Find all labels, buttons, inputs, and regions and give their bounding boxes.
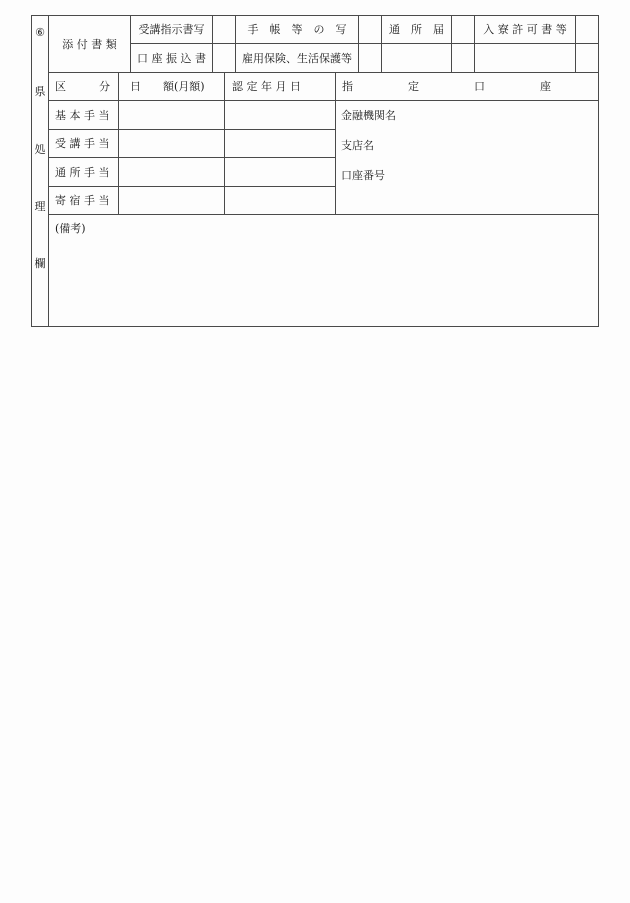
attachments-row-divider	[130, 43, 599, 44]
side-column-divider	[48, 15, 49, 327]
attach-col-line-2	[212, 15, 213, 73]
account-number-label: 口座番号	[341, 169, 385, 182]
attachment-item-dorm-permit: 入 寮 許 可 書 等	[483, 23, 567, 36]
attachment-item-insurance-welfare: 雇用保険、生活保護等	[242, 52, 352, 65]
row-basic-allowance: 基 本 手 当	[55, 109, 110, 122]
section-marker: ⑥	[35, 26, 45, 39]
form-border-right	[598, 15, 599, 327]
attach-col-line-4	[358, 15, 359, 73]
table-bottom-line	[48, 214, 599, 215]
row-boarding-allowance: 寄 宿 手 当	[55, 194, 110, 207]
form-border-top	[31, 15, 599, 16]
row-line-3	[48, 186, 335, 187]
attach-col-line-6	[451, 15, 452, 73]
table-col-line-1	[118, 72, 119, 215]
table-col-line-2	[224, 72, 225, 215]
remarks-label: (備考)	[55, 222, 86, 235]
row-line-1	[48, 129, 335, 130]
attachment-item-handbook-copy: 手 帳 等 の 写	[247, 23, 347, 36]
table-col-line-3	[335, 72, 336, 215]
side-label-char-2: 処	[34, 143, 46, 156]
row-commuting-allowance: 通 所 手 当	[55, 166, 110, 179]
branch-name-label: 支店名	[341, 139, 374, 152]
header-approval-date: 認 定 年 月 日	[232, 80, 301, 93]
attach-col-line-8	[575, 15, 576, 73]
form-border-bottom	[31, 326, 599, 327]
attachment-item-instruction-copy: 受講指示書写	[138, 23, 205, 36]
header-designated-account: 指 定 口 座	[342, 80, 551, 93]
row-line-2	[48, 157, 335, 158]
header-category: 区 分	[55, 80, 110, 93]
attachments-label: 添 付 書 類	[62, 38, 117, 51]
header-daily-amount: 日 額(月額)	[130, 80, 205, 93]
side-label-char-4: 欄	[34, 257, 46, 270]
attachment-item-bank-transfer: 口 座 振 込 書	[137, 52, 206, 65]
form-border-left	[31, 15, 32, 327]
bank-name-label: 金融機関名	[341, 109, 396, 122]
attachment-item-attendance-notice: 通 所 届	[389, 23, 444, 36]
row-training-allowance: 受 講 手 当	[55, 137, 110, 150]
side-label-char-3: 理	[34, 200, 46, 213]
side-label-char-1: 県	[34, 85, 46, 98]
header-bottom-line	[48, 100, 599, 101]
